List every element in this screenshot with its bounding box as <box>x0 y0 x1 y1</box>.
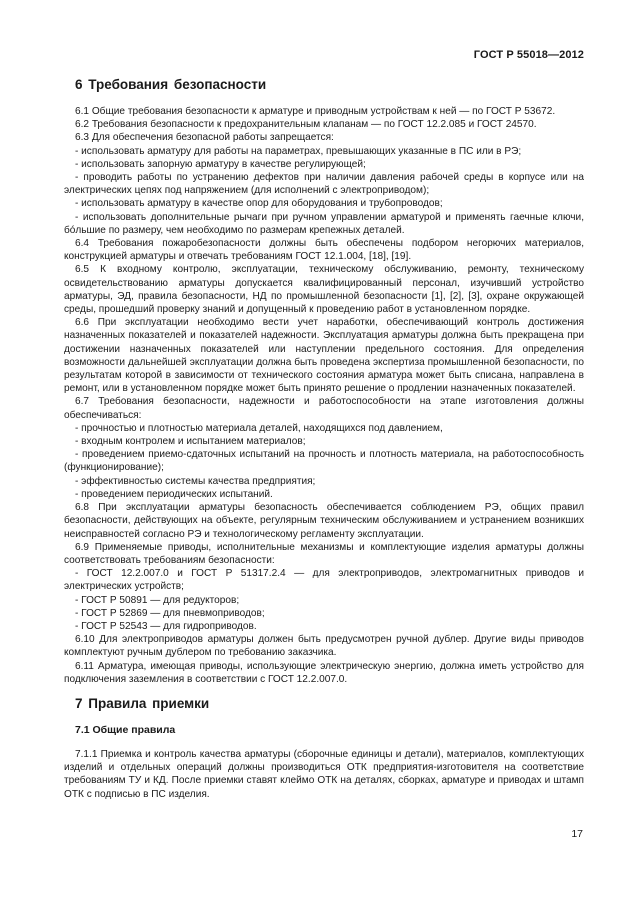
paragraph: - ГОСТ Р 50891 — для редукторов; <box>75 594 240 606</box>
paragraph: 6.10 Для электроприводов арматуры должен быть предусмотрен ручной дублер. Другие виды приводов комплектуют ручным дублером по требованию заказчика. <box>64 634 584 659</box>
paragraph: - ГОСТ Р 52869 — для пневмоприводов; <box>75 607 265 619</box>
paragraph: - эффективностью системы качества предприятия; <box>75 475 316 487</box>
paragraph: - использовать запорную арматуру в качестве регулирующей; <box>75 158 366 170</box>
paragraph: 6.3 Для обеспечения безопасной работы запрещается: <box>75 132 334 144</box>
paragraph: - входным контролем и испытанием материалов; <box>75 436 306 448</box>
section-7-body <box>64 748 584 801</box>
paragraph: - ГОСТ 12.2.007.0 и ГОСТ Р 51317.2.4 — для электроприводов, электромагнитных приводов и электрических устройств; <box>64 568 584 593</box>
subsection-7-1-heading: 7.1 Общие правила <box>75 723 176 736</box>
paragraph: 6.6 При эксплуатации необходимо вести учет наработки, обеспечивающий контроль достижения назначенных показателей и показателей надежности. Эксплуатация арматуры должна быть прекращена при достижении назначенных показателей или наступлении предельного состояния. Для определения возможности дальнейшей эксплуатации должна быть проведена экспертиза промышленной безопасности, по результатам которой в зависимости от технического состояния арматура может быть списана, направлена в ремонт, или в установленном порядке может быть принято решение о продлении назначенных показателей. <box>64 317 584 395</box>
paragraph: 6.7 Требования безопасности, надежности и работоспособности на этапе изготовления должны обеспечиваться: <box>64 396 584 421</box>
section-6-body <box>64 105 584 686</box>
paragraph: 7.1.1 Приемка и контроль качества арматуры (сборочные единицы и детали), материалов, комплектующих изделий и отдельных операций должны производиться ОТК предприятия-изготовителя на соответствие требованиям ТУ и КД. После приемки ставят клеймо ОТК на деталях, сборках, арматуре и приводах и штамп ОТК с подписью в ПС изделия. <box>64 748 584 800</box>
paragraph: 6.5 К входному контролю, эксплуатации, техническому обслуживанию, ремонту, техническому освидетельствованию арматуры допускается квалифицированный персонал, изучивший устройство арматуры, ЭД, правила безопасности, НД по промышленной безопасности [1], [2], [3], охране окружающей среды, прошедший проверку знаний и допущенный к проведению работ в установленном порядке. <box>64 264 584 316</box>
paragraph: 6.9 Применяемые приводы, исполнительные механизмы и комплектующие изделия арматуры должны соответствовать требованиям безопасности: <box>64 541 584 566</box>
paragraph: - использовать арматуру в качестве опор для оборудования и трубопроводов; <box>75 198 443 210</box>
paragraph: 6.4 Требования пожаробезопасности должны быть обеспечены подбором негорючих материалов, конструкцией арматуры и отвечать требованиям ГОСТ 12.1.004, [18], [19]. <box>64 238 584 263</box>
paragraph: - проведением периодических испытаний. <box>75 488 273 500</box>
section-6-heading: 6 Требования безопасности <box>75 77 267 92</box>
paragraph: - использовать арматуру для работы на параметрах, превышающих указанные в ПС или в РЭ; <box>75 145 522 157</box>
paragraph: 6.11 Арматура, имеющая приводы, использующие электрическую энергию, должна иметь устройство для подключения заземления в соответствии с ГОСТ 12.2.007.0. <box>64 660 584 685</box>
document-code-header: ГОСТ Р 55018—2012 <box>473 49 584 61</box>
paragraph: - проводить работы по устранению дефектов при наличии давления рабочей среды в корпусе или на электрических цепях под напряжением (для исполнений с электроприводом); <box>64 172 584 197</box>
paragraph: 6.8 При эксплуатации арматуры безопасность обеспечивается соблюдением РЭ, общих правил безопасности, действующих на объекте, регулярным техническим обслуживанием и устранением возникших неисправностей согласно РЭ и технологическому регламенту эксплуатации. <box>64 502 584 540</box>
paragraph: 6.1 Общие требования безопасности к арматуре и приводным устройствам к ней — по ГОСТ Р 53672. <box>75 106 556 117</box>
section-7-heading: 7 Правила приемки <box>75 695 210 711</box>
page-number: 17 <box>571 828 583 840</box>
document-body <box>64 77 584 801</box>
paragraph: 6.2 Требования безопасности к предохранительным клапанам — по ГОСТ 12.2.085 и ГОСТ 24570. <box>75 119 537 131</box>
paragraph: - ГОСТ Р 52543 — для гидроприводов. <box>75 620 257 632</box>
paragraph: - использовать дополнительные рычаги при ручном управлении арматурой и применять гаечные ключи, бóльшие по размеру, чем необходимо по размерам крепежных деталей. <box>64 211 584 236</box>
paragraph: - прочностью и плотностью материала деталей, находящихся под давлением, <box>75 422 443 434</box>
paragraph: - проведением приемо-сдаточных испытаний на прочность и плотность материала, на работоспособность (функционирование); <box>64 449 584 474</box>
